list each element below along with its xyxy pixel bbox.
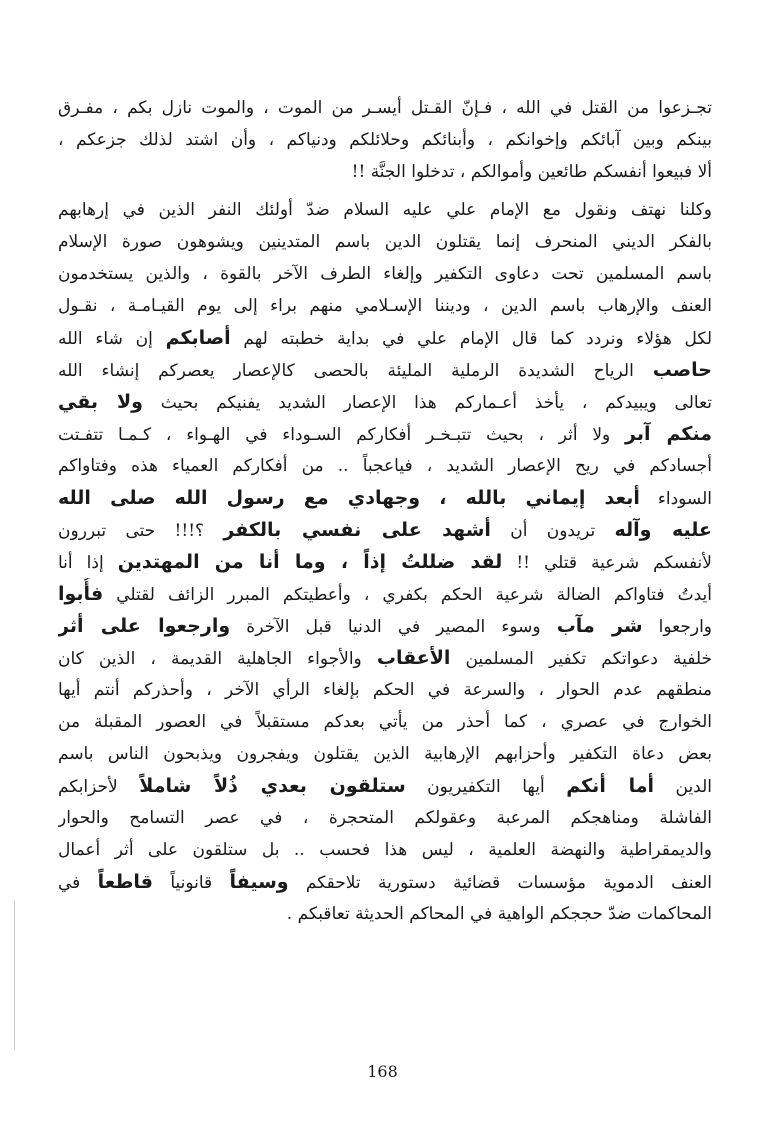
- emphasis-text: فأُبوا: [58, 583, 104, 605]
- emphasis-text: عليه وآله: [614, 519, 712, 541]
- text-line: بالفكر الديني المنحرف إنما يقتلون الدين باسم المتدينين ويشوهون صورة الإسلام: [58, 232, 712, 252]
- emphasis-text: لقد ضللتُ إذاً ، وما أنا من المهتدين: [117, 551, 503, 573]
- emphasis-text: أبعد إيماني بالله ، وجهادي مع رسول الله صلى الله: [58, 487, 640, 509]
- emphasis-text: أصابكم: [165, 327, 231, 349]
- text-line: والديمقراطية والنهضة العلمية ، ليس هذا فحسب .. بل ستلقون على أثر أعمال: [58, 840, 712, 860]
- emphasis-text: أشهد على نفسي بالكفر: [223, 519, 491, 541]
- text-line: بينكم وبين آبائكم وإخوانكم ، وأبنائكم وحلائلكم ودنياكم ، وأن اشتد لذلك جزعكم ،: [58, 130, 712, 150]
- text-line: [58, 546, 712, 578]
- text-run: أيدتُ فتاواكم الضالة شرعية الحكم بكفري ، وأعطيتكم المبرر الزائف لقتلي: [103, 585, 712, 605]
- text-line: [58, 482, 712, 514]
- text-run: ؟!!! حتى تبررون: [58, 521, 224, 541]
- text-run: تريدون أن: [490, 521, 615, 541]
- text-run: وارجعوا: [642, 617, 712, 637]
- emphasis-text: أما أنكم: [566, 775, 654, 797]
- text-line: أجسادكم في ريح الإعصار الشديد ، فياعجباً .. من أفكاركم العمياء هذه وفتاواكم: [58, 456, 712, 476]
- text-run: السوداء: [639, 489, 712, 509]
- text-line: [58, 322, 712, 354]
- text-run: العنف الدموية مؤسسات قضائية دستورية تلاحقكم: [288, 873, 712, 893]
- text-run: لأحزابكم: [58, 777, 140, 797]
- text-run: الدين: [653, 777, 712, 797]
- text-line: العنف والإرهاب باسم الدين ، وديننا الإسـلامي منهم براء إلى يوم القيـامـة ، نقـول: [58, 296, 712, 316]
- text-run: ولا أثر ، بحيث تتبـخـر أفكاركم السـوداء في الهـواء ، كـمـا تتفـتت: [58, 425, 626, 445]
- text-run: والأجواء الجاهلية القديمة ، الذين كان: [58, 649, 377, 669]
- text-run: وسوء المصير في الدنيا قبل الآخرة: [230, 617, 557, 637]
- text-line: [58, 866, 712, 898]
- text-run: أيها التكفيريون: [405, 777, 567, 797]
- text-line: الفاشلة ومناهجكم المرعبة وعقولكم المتحجرة ، في عصر التسامح والحوار: [58, 808, 712, 828]
- emphasis-text: حاصب: [652, 359, 712, 381]
- text-line: المحاكمات ضدّ حججكم الواهية في المحاكم الحديثة تعاقبكم .: [286, 904, 712, 924]
- text-run: في: [58, 873, 98, 893]
- page-number: 168: [367, 1062, 398, 1081]
- text-line: [58, 642, 712, 674]
- text-run: تعالى ويبيدكم ، يأخذ أعـماركم هذا الإعصار الشديد يفنيكم بحيث: [143, 393, 712, 413]
- text-run: الرياح الشديدة الرملية المليئة بالحصى كالإعصار يعصركم إنشاء الله: [58, 361, 653, 381]
- text-line: [58, 514, 712, 546]
- text-line: بعض دعاة التكفير وأحزابهم الإرهابية الذين يقتلون ويفجرون ويذبحون الناس باسم: [58, 744, 712, 764]
- text-line: الخوارج في عصري ، كما أحذر من يأتي بعدكم مستقبلاً في العصور المقبلة من: [58, 712, 712, 732]
- text-line: [58, 578, 712, 610]
- text-run: إن شاء الله: [58, 329, 166, 349]
- body-text: [58, 92, 712, 930]
- text-run: لكل هؤلاء ونردد كما قال الإمام علي في بداية خطبته لهم: [230, 329, 712, 349]
- text-line: [58, 418, 712, 450]
- text-run: خلفية دعواتكم تكفير المسلمين: [450, 649, 712, 669]
- scan-edge-mark: [14, 900, 15, 1050]
- emphasis-text: منكم آبر: [625, 423, 712, 445]
- text-line: باسم المسلمين تحت دعاوى التكفير وإلغاء الطرف الآخر بالقوة ، والذين يستخدمون: [58, 264, 712, 284]
- text-line: ألا فبيعوا أنفسكم طائعين وأموالكم ، تدخلوا الجنَّة !!: [351, 162, 712, 182]
- text-line: [58, 610, 712, 642]
- text-run: لأنفسكم شرعية قتلي !!: [502, 553, 712, 573]
- text-line: [58, 386, 712, 418]
- emphasis-text: الأعقاب: [376, 647, 451, 669]
- text-run: إذا أنا: [58, 553, 118, 573]
- text-line: [58, 354, 712, 386]
- text-line: [58, 770, 712, 802]
- emphasis-text: ستلقون بعدي ذُلاً شاملاً: [139, 775, 406, 797]
- text-line: وكلنا نهتف ونقول مع الإمام علي عليه السلام ضدّ أولئك النفر الذين في إرهابهم: [58, 200, 712, 220]
- text-line: منطقهم عدم الحوار ، والسرعة في الحكم بإلغاء الرأي الآخر ، وأحذركم أنتم أيها: [58, 680, 712, 700]
- emphasis-text: وارجعوا على أثر: [58, 615, 231, 637]
- emphasis-text: وسيفاً: [229, 871, 289, 893]
- text-run: قانونياً: [152, 873, 230, 893]
- emphasis-text: ولا بقي: [58, 391, 143, 413]
- emphasis-text: قاطعاً: [97, 871, 153, 893]
- text-line: تجـزعوا من القتل في الله ، فـإنّ القـتل أيسـر من الموت ، والموت نازل بكم ، مفـرق: [58, 98, 712, 118]
- emphasis-text: شر مآب: [556, 615, 643, 637]
